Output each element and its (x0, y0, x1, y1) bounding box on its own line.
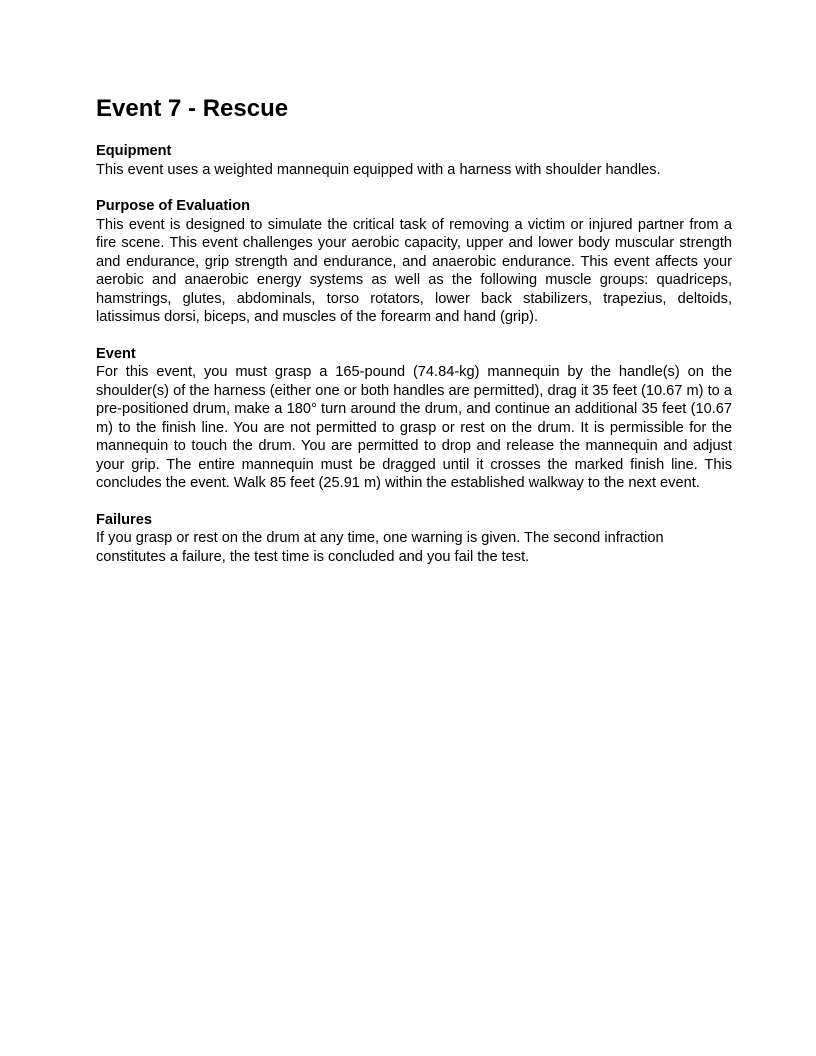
section-heading-event: Event (96, 345, 136, 362)
section-text-equipment: This event uses a weighted mannequin equipped with a harness with shoulder handles. (96, 161, 661, 178)
section-failures (96, 511, 732, 567)
section-heading-equipment: Equipment (96, 143, 172, 159)
section-heading-purpose: Purpose of Evaluation (96, 198, 251, 214)
section-equipment (96, 142, 732, 179)
section-text-event: For this event, you must grasp a 165-pound (74.84-kg) mannequin by the handle(s) on the shoulder(s) of the harness (either one or both handles are permitted), drag it 35 feet (10.67 m) to a pre-positioned drum, make a 180° turn around the drum, and continue an additional 35 feet (10.67 m) to the finish line. You are not permitted to grasp or rest on the drum. It is permissible for the mannequin to touch the drum. You are permitted to drop and release the mannequin and adjust your grip. The entire mannequin must be dragged until it crosses the marked finish line. This concludes the event. Walk 85 feet (25.91 m) within the established walkway to the next event. (96, 364, 732, 491)
page-title: Event 7 - Rescue (96, 95, 289, 122)
section-event (96, 345, 732, 493)
section-text-failures: If you grasp or rest on the drum at any time, one warning is given. The second infraction constitutes a failure, the test time is concluded and you fail the test. (96, 530, 664, 565)
document-page (96, 94, 732, 584)
section-text-purpose: This event is designed to simulate the critical task of removing a victim or injured partner from a fire scene. This event challenges your aerobic capacity, upper and lower body muscular strength and endurance, grip strength and endurance, and anaerobic endurance. This event affects your aerobic and anaerobic energy systems as well as the following muscle groups: quadriceps, hamstrings, glutes, abdominals, torso rotators, lower back stabilizers, trapezius, deltoids, latissimus dorsi, biceps, and muscles of the forearm and hand (grip). (96, 216, 732, 325)
section-heading-failures: Failures (96, 511, 152, 528)
section-purpose (96, 197, 732, 327)
